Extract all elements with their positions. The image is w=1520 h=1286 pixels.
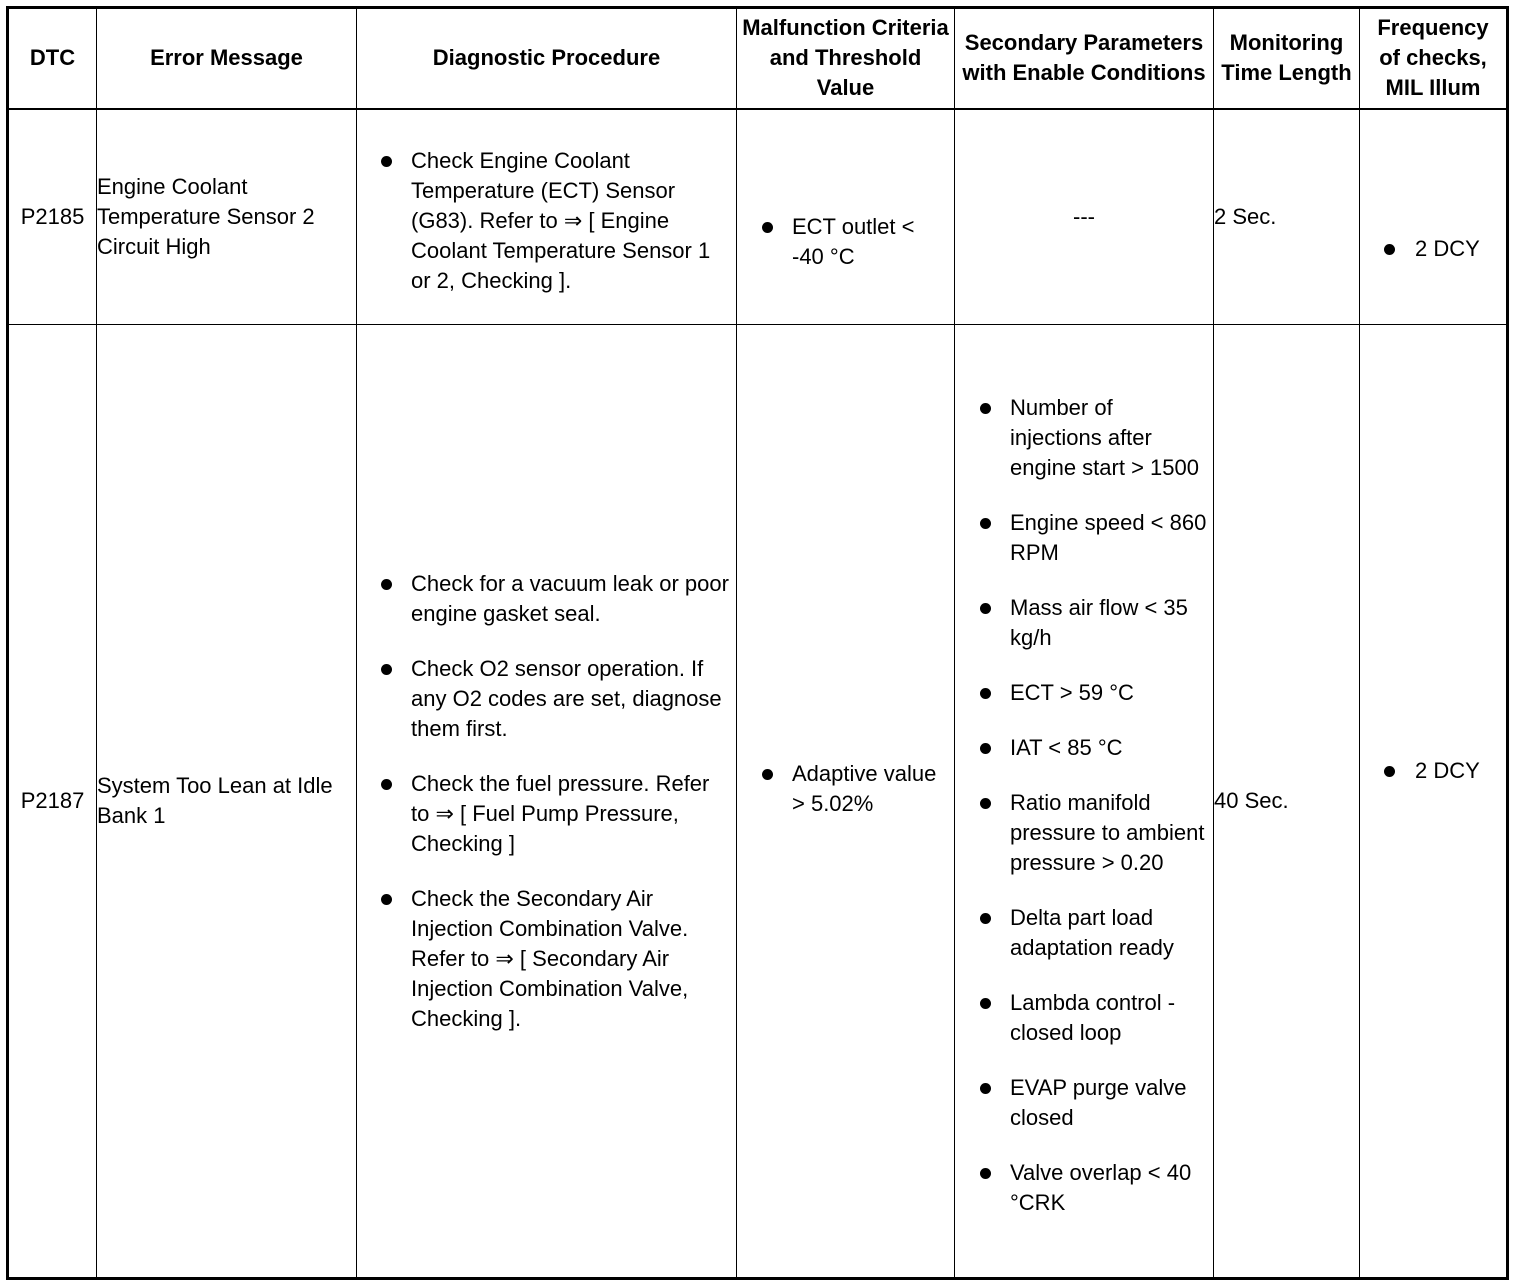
secondary-item: Lambda control - closed loop [955,988,1213,1048]
secondary-item: EVAP purge valve closed [955,1073,1213,1133]
secondary-parameters-cell [955,325,1214,1279]
error-message: System Too Lean at Idle Bank 1 [97,325,357,1279]
frequency-item: 2 DCY [1360,756,1506,786]
diagnostic-procedure-cell [357,109,737,325]
procedure-list [357,146,736,296]
dtc-table [6,6,1509,1280]
criteria-list [737,759,954,819]
frequency-cell [1360,325,1508,1279]
procedure-item: Check O2 sensor operation. If any O2 codes are set, diagnose them first. [357,654,736,744]
secondary-list [955,393,1213,1218]
criteria-item: Adaptive value > 5.02% [737,759,954,819]
header-dtc: DTC [8,8,97,109]
secondary-item: Number of injections after engine start > 1500 [955,393,1213,483]
secondary-item: Valve overlap < 40 °CRK [955,1158,1213,1218]
secondary-item: ECT > 59 °C [955,678,1213,708]
procedure-item: Check for a vacuum leak or poor engine gasket seal. [357,569,736,629]
procedure-list [357,569,736,1034]
monitoring-time: 2 Sec. [1214,109,1360,325]
header-diagnostic-procedure: Diagnostic Procedure [357,8,737,109]
procedure-item: Check the Secondary Air Injection Combination Valve. Refer to ⇒ [ Secondary Air Injection Combination Valve, Checking ]. [357,884,736,1034]
criteria-list [737,212,954,272]
table-row [8,325,1508,1279]
secondary-item: Delta part load adaptation ready [955,903,1213,963]
malfunction-criteria-cell [737,109,955,325]
table-row [8,109,1508,325]
header-malfunction-criteria: Malfunction Criteria and Threshold Value [737,8,955,109]
frequency-list [1360,756,1506,786]
header-error-message: Error Message [97,8,357,109]
dtc-code: P2185 [8,109,97,325]
table-header-row [8,8,1508,109]
secondary-item: Ratio manifold pressure to ambient pressure > 0.20 [955,788,1213,878]
diagnostic-procedure-cell [357,325,737,1279]
procedure-item: Check Engine Coolant Temperature (ECT) Sensor (G83). Refer to ⇒ [ Engine Coolant Temperature Sensor 1 or 2, Checking ]. [357,146,736,296]
secondary-item: IAT < 85 °C [955,733,1213,763]
malfunction-criteria-cell [737,325,955,1279]
frequency-list [1360,234,1506,264]
header-monitoring-time: Monitoring Time Length [1214,8,1360,109]
procedure-item: Check the fuel pressure. Refer to ⇒ [ Fuel Pump Pressure, Checking ] [357,769,736,859]
error-message: Engine Coolant Temperature Sensor 2 Circuit High [97,109,357,325]
secondary-parameters: --- [955,109,1214,325]
monitoring-time: 40 Sec. [1214,325,1360,1279]
frequency-item: 2 DCY [1360,234,1506,264]
header-secondary-parameters: Secondary Parameters with Enable Conditions [955,8,1214,109]
secondary-item: Engine speed < 860 RPM [955,508,1213,568]
secondary-item: Mass air flow < 35 kg/h [955,593,1213,653]
dtc-code: P2187 [8,325,97,1279]
frequency-cell [1360,109,1508,325]
criteria-item: ECT outlet < -40 °C [737,212,954,272]
header-frequency: Frequency of checks, MIL Illum [1360,8,1508,109]
